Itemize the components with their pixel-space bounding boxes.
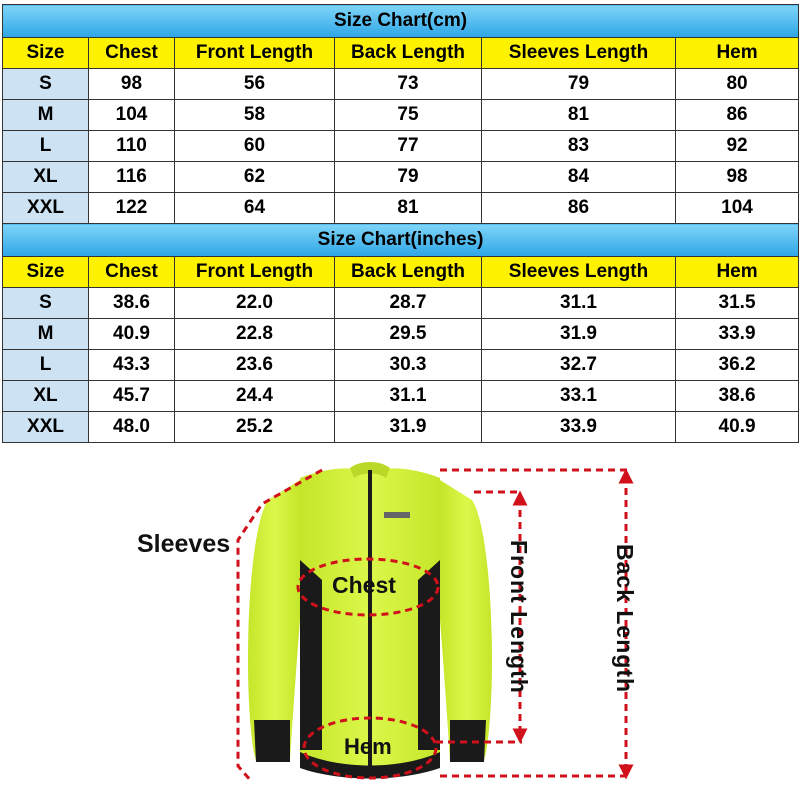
- hem-cell: 92: [676, 131, 799, 162]
- chest-cell: 40.9: [89, 319, 175, 350]
- size-cell: L: [3, 350, 89, 381]
- jersey-sleeve-left: [248, 480, 300, 762]
- sleeves-length-cell: 31.9: [482, 319, 676, 350]
- chest-cell: 38.6: [89, 288, 175, 319]
- table-row: [3, 381, 799, 412]
- chest-cell: 45.7: [89, 381, 175, 412]
- table-row: [3, 193, 799, 224]
- jersey-body: [300, 462, 440, 779]
- hem-cell: 38.6: [676, 381, 799, 412]
- header-row: [3, 38, 799, 69]
- front-length-cell: 25.2: [175, 412, 335, 443]
- header-front-length: Front Length: [175, 257, 335, 288]
- header-size: Size: [3, 257, 89, 288]
- sleeves-length-cell: 81: [482, 100, 676, 131]
- jersey-measurement-diagram: [0, 430, 800, 800]
- size-cell: XL: [3, 162, 89, 193]
- sleeves-length-cell: 86: [482, 193, 676, 224]
- size-cell: S: [3, 288, 89, 319]
- size-cell: XXL: [3, 412, 89, 443]
- back-length-cell: 79: [335, 162, 482, 193]
- chest-cell: 98: [89, 69, 175, 100]
- table-row: [3, 100, 799, 131]
- hem-cell: 80: [676, 69, 799, 100]
- back-length-cell: 31.1: [335, 381, 482, 412]
- table-row: [3, 319, 799, 350]
- chest-cell: 122: [89, 193, 175, 224]
- front-length-cell: 62: [175, 162, 335, 193]
- front-length-cell: 24.4: [175, 381, 335, 412]
- table-row: [3, 69, 799, 100]
- chart-title: Size Chart(inches): [3, 224, 799, 257]
- hem-cell: 31.5: [676, 288, 799, 319]
- hem-label: Hem: [344, 734, 392, 759]
- header-back-length: Back Length: [335, 257, 482, 288]
- size-cell: XXL: [3, 193, 89, 224]
- chart-title-row: [3, 224, 799, 257]
- header-front-length: Front Length: [175, 38, 335, 69]
- chart-title: Size Chart(cm): [3, 5, 799, 38]
- back-length-cell: 31.9: [335, 412, 482, 443]
- size-charts: [2, 4, 798, 443]
- header-back-length: Back Length: [335, 38, 482, 69]
- back-length-cell: 29.5: [335, 319, 482, 350]
- back-length-cell: 28.7: [335, 288, 482, 319]
- hem-cell: 40.9: [676, 412, 799, 443]
- size-cell: S: [3, 69, 89, 100]
- sleeves-label: Sleeves: [137, 530, 231, 558]
- hem-cell: 33.9: [676, 319, 799, 350]
- chart-title-row: [3, 5, 799, 38]
- jersey-illustration: [0, 430, 800, 800]
- header-size: Size: [3, 38, 89, 69]
- hem-cell: 86: [676, 100, 799, 131]
- chest-cell: 43.3: [89, 350, 175, 381]
- front-length-cell: 60: [175, 131, 335, 162]
- hem-cell: 36.2: [676, 350, 799, 381]
- sleeves-length-cell: 33.9: [482, 412, 676, 443]
- header-sleeves-length: Sleeves Length: [482, 257, 676, 288]
- sleeves-length-cell: 32.7: [482, 350, 676, 381]
- chest-cell: 48.0: [89, 412, 175, 443]
- back-length-cell: 73: [335, 69, 482, 100]
- header-row: [3, 257, 799, 288]
- sleeves-length-cell: 83: [482, 131, 676, 162]
- size-cell: XL: [3, 381, 89, 412]
- back-length-cell: 30.3: [335, 350, 482, 381]
- table-row: [3, 288, 799, 319]
- front-length-cell: 23.6: [175, 350, 335, 381]
- table-row: [3, 350, 799, 381]
- header-hem: Hem: [676, 257, 799, 288]
- size-cell: M: [3, 100, 89, 131]
- chest-cell: 116: [89, 162, 175, 193]
- jersey-sleeve-right: [440, 480, 492, 762]
- header-chest: Chest: [89, 38, 175, 69]
- front-length-label: Front Length: [506, 540, 532, 694]
- header-sleeves-length: Sleeves Length: [482, 38, 676, 69]
- header-chest: Chest: [89, 257, 175, 288]
- hem-cell: 98: [676, 162, 799, 193]
- back-length-cell: 77: [335, 131, 482, 162]
- chest-cell: 104: [89, 100, 175, 131]
- header-hem: Hem: [676, 38, 799, 69]
- size-chart-cm: [2, 4, 799, 443]
- size-cell: M: [3, 319, 89, 350]
- front-length-cell: 22.8: [175, 319, 335, 350]
- front-length-cell: 64: [175, 193, 335, 224]
- front-length-cell: 22.0: [175, 288, 335, 319]
- table-row: [3, 131, 799, 162]
- sleeves-length-cell: 79: [482, 69, 676, 100]
- hem-cell: 104: [676, 193, 799, 224]
- back-length-cell: 75: [335, 100, 482, 131]
- sleeves-length-cell: 33.1: [482, 381, 676, 412]
- chest-cell: 110: [89, 131, 175, 162]
- front-length-cell: 58: [175, 100, 335, 131]
- front-length-cell: 56: [175, 69, 335, 100]
- chest-label: Chest: [332, 572, 396, 598]
- table-row: [3, 162, 799, 193]
- back-length-cell: 81: [335, 193, 482, 224]
- sleeves-length-cell: 84: [482, 162, 676, 193]
- size-cell: L: [3, 131, 89, 162]
- back-length-label: Back Length: [612, 544, 638, 694]
- sleeves-length-cell: 31.1: [482, 288, 676, 319]
